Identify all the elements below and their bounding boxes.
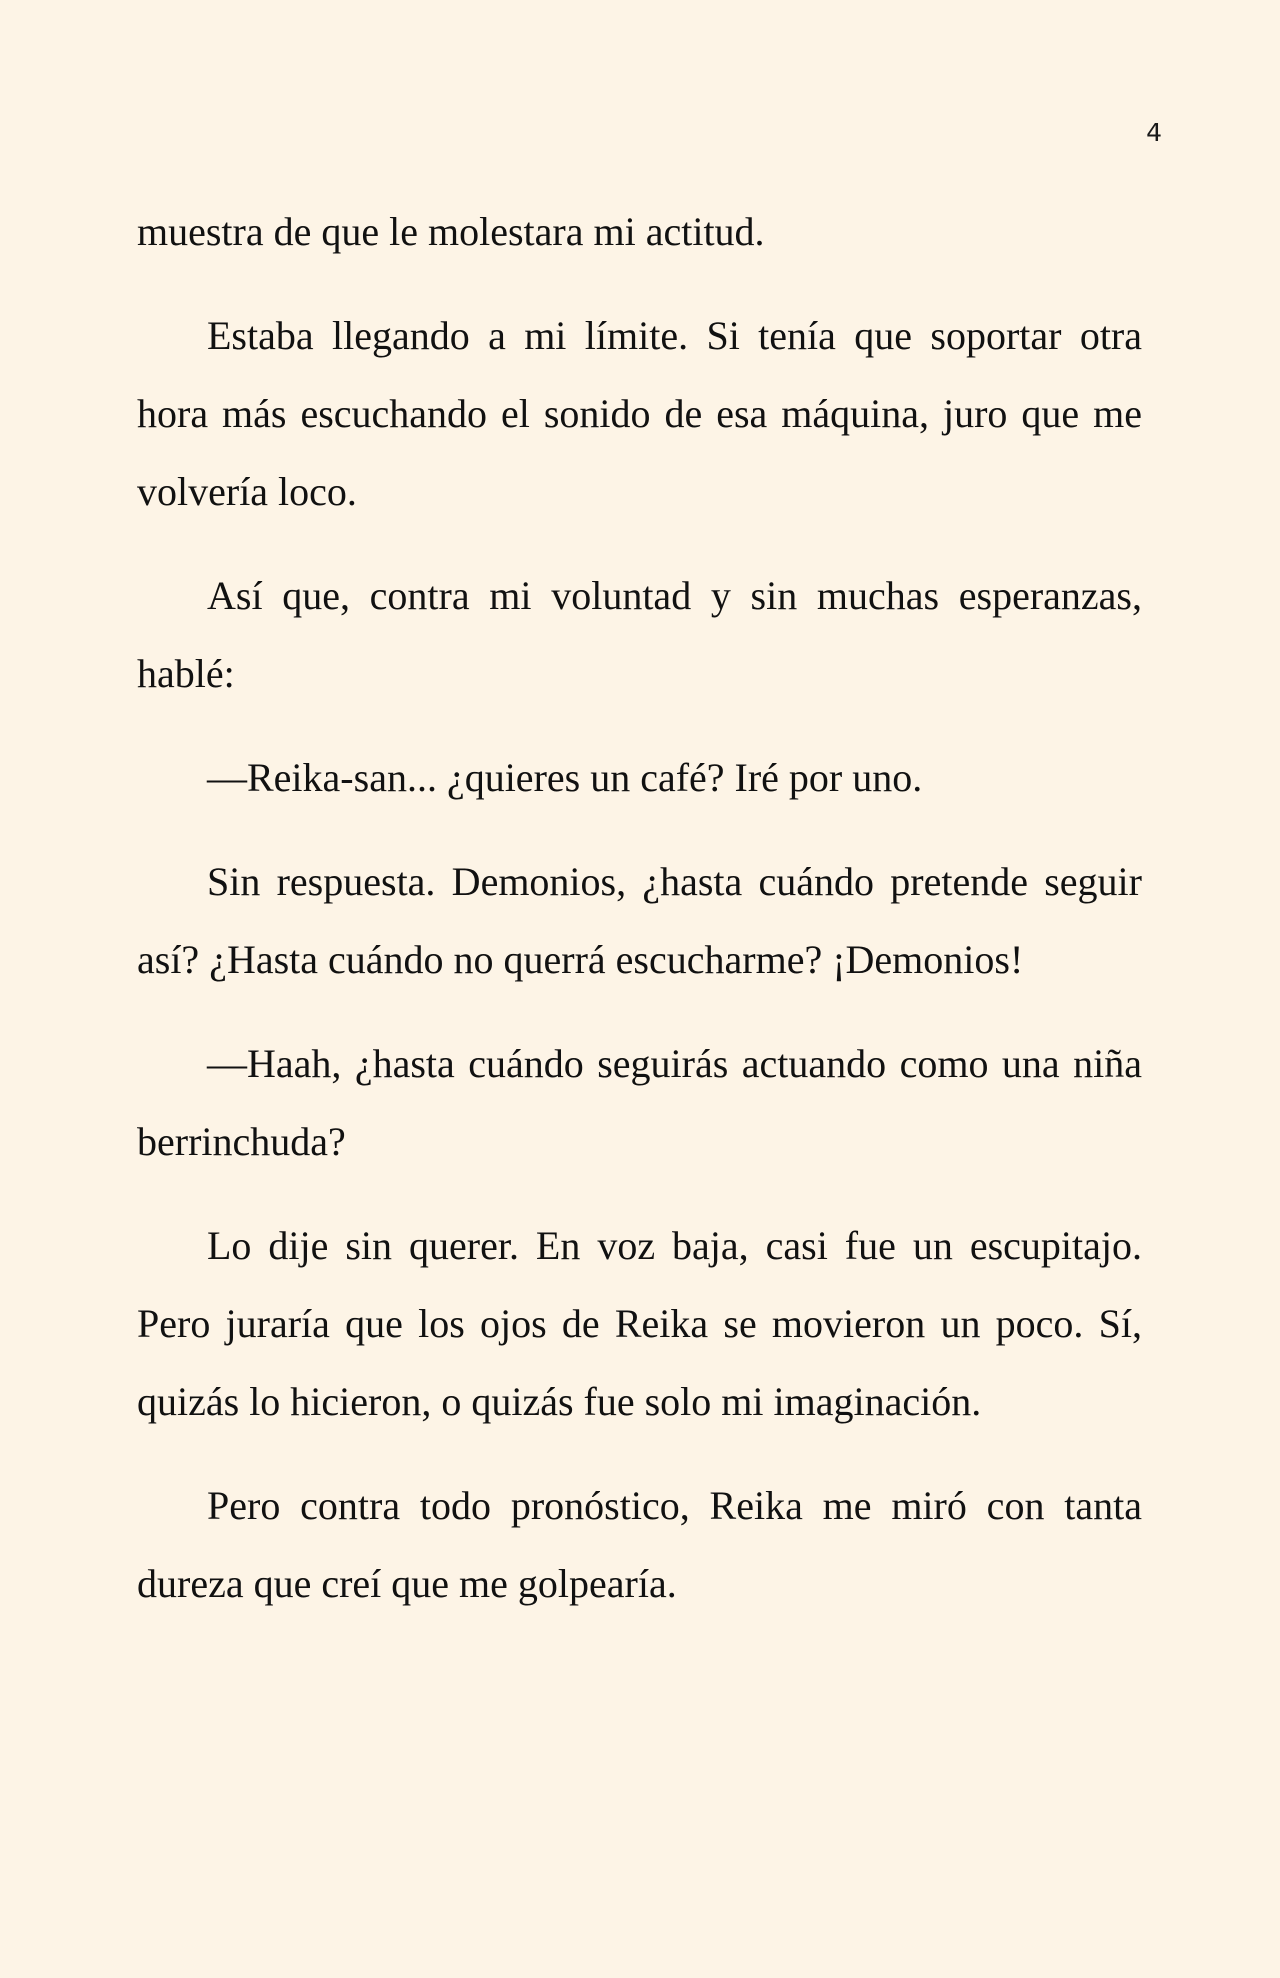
text-body (137, 193, 1142, 1649)
page-number: 4 (1146, 118, 1162, 147)
paragraph: —Haah, ¿hasta cuándo seguirás actuando como una niña berrinchuda? (137, 1041, 1142, 1164)
paragraph: muestra de que le molestara mi actitud. (137, 209, 765, 254)
paragraph: —Reika-san... ¿quieres un café? Iré por uno. (207, 755, 923, 800)
paragraph: Pero contra todo pronóstico, Reika me miró con tanta dureza que creí que me golpearía. (137, 1483, 1142, 1606)
paragraph: Estaba llegando a mi límite. Si tenía que soportar otra hora más escuchando el sonido de esa máquina, juro que me volvería loco. (137, 313, 1142, 514)
paragraph: Sin respuesta. Demonios, ¿hasta cuándo pretende seguir así? ¿Hasta cuándo no querrá escucharme? ¡Demonios! (137, 859, 1142, 982)
paragraph: Lo dije sin querer. En voz baja, casi fue un escupitajo. Pero juraría que los ojos de Reika se movieron un poco. Sí, quizás lo hicieron, o quizás fue solo mi imaginación. (137, 1223, 1142, 1424)
paragraph: Así que, contra mi voluntad y sin muchas esperanzas, hablé: (137, 573, 1142, 696)
